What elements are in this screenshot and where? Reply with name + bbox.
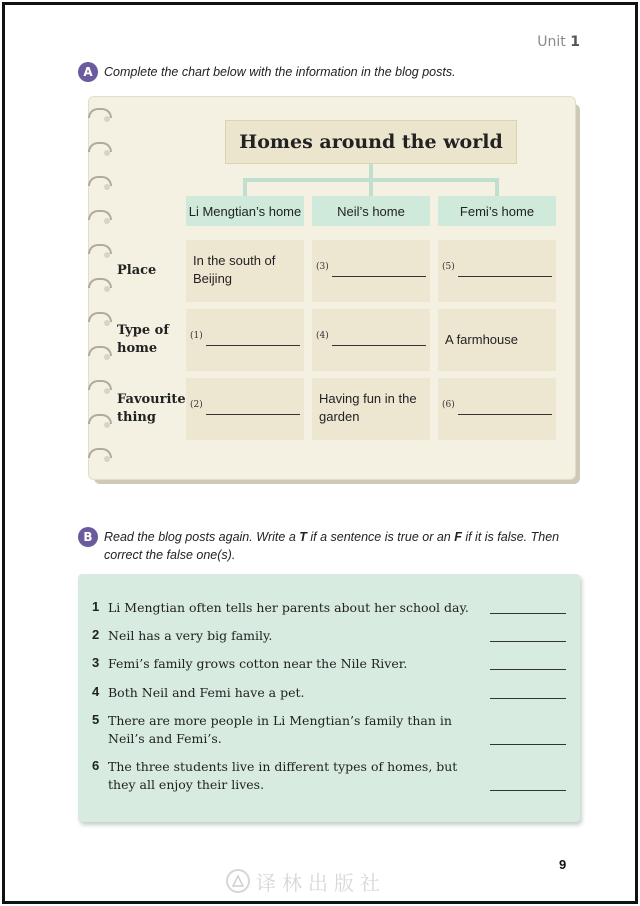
- connector-col-2: [369, 178, 373, 196]
- answer-line[interactable]: [490, 744, 566, 745]
- blank-number: (2): [190, 400, 203, 410]
- statement-text: There are more people in Li Mengtian’s family than in Neil’s and Femi’s.: [108, 713, 452, 746]
- row-label-type-of-home: Type of home: [117, 323, 169, 356]
- section-a-badge: A: [78, 62, 98, 82]
- instruction-part: Read the blog posts again. Write a: [104, 530, 300, 544]
- statement-number: 3: [92, 655, 100, 670]
- answer-line[interactable]: [490, 641, 566, 642]
- answer-line[interactable]: [490, 790, 566, 791]
- binding-hole: [104, 252, 110, 258]
- binding-hole: [104, 456, 110, 462]
- statement-number: 6: [92, 758, 100, 773]
- binding-hole: [104, 320, 110, 326]
- column-header-li-mengtian: Li Mengtian’s home: [186, 196, 304, 226]
- unit-number: 1: [570, 34, 580, 50]
- statement-number: 1: [92, 599, 100, 614]
- instruction-part: if it is false. Then correct the false one(s).: [104, 530, 560, 562]
- binding-hole: [104, 354, 110, 360]
- blank-number: (6): [442, 400, 455, 410]
- section-b-instruction: [104, 528, 574, 564]
- binding-hole: [104, 150, 110, 156]
- answer-line[interactable]: [490, 669, 566, 670]
- blank-number: (3): [316, 262, 329, 272]
- page-number: 9: [559, 857, 567, 872]
- unit-prefix: Unit: [537, 34, 566, 50]
- chart-title: Homes around the world: [225, 120, 517, 164]
- statement-text: The three students live in different types of homes, but they all enjoy their lives.: [108, 759, 458, 792]
- cell-text: Having fun in the garden: [319, 391, 417, 424]
- cell-type-neil[interactable]: [312, 309, 430, 371]
- connector-col-1: [243, 178, 247, 196]
- blank-number: (4): [316, 331, 329, 341]
- cell-favourite-neil: [312, 378, 430, 440]
- statement-text: Femi’s family grows cotton near the Nile River.: [108, 656, 408, 671]
- statement-text: Li Mengtian often tells her parents about her school day.: [108, 600, 469, 615]
- statement-text: Both Neil and Femi have a pet.: [108, 685, 305, 700]
- binding-hole: [104, 388, 110, 394]
- answer-line: [458, 414, 552, 415]
- binding-hole: [104, 422, 110, 428]
- cell-place-femi[interactable]: [438, 240, 556, 302]
- row-label-favourite-thing: Favourite thing: [117, 392, 186, 425]
- instruction-f: F: [454, 530, 462, 544]
- cell-text: In the south of Beijing: [193, 253, 276, 286]
- statement-number: 4: [92, 684, 100, 699]
- cell-place-neil[interactable]: [312, 240, 430, 302]
- answer-line[interactable]: [490, 613, 566, 614]
- section-b-badge: B: [78, 527, 98, 547]
- cell-text: A farmhouse: [445, 332, 518, 347]
- statement-number: 5: [92, 712, 100, 727]
- binding-hole: [104, 286, 110, 292]
- binding-hole: [104, 218, 110, 224]
- statement-text: Neil has a very big family.: [108, 628, 273, 643]
- binding-hole: [104, 184, 110, 190]
- cell-favourite-li-mengtian[interactable]: [186, 378, 304, 440]
- column-header-neil: Neil’s home: [312, 196, 430, 226]
- connector-col-3: [495, 178, 499, 196]
- unit-label: [537, 34, 580, 50]
- publisher-logo-icon: [226, 869, 250, 893]
- answer-line[interactable]: [490, 698, 566, 699]
- cell-favourite-femi[interactable]: [438, 378, 556, 440]
- cell-place-li-mengtian: [186, 240, 304, 302]
- column-header-femi: Femi’s home: [438, 196, 556, 226]
- answer-line: [332, 276, 426, 277]
- blank-number: (1): [190, 331, 203, 341]
- section-a-instruction: Complete the chart below with the information in the blog posts.: [104, 65, 456, 79]
- row-label-place: Place: [117, 263, 157, 278]
- blank-number: (5): [442, 262, 455, 272]
- publisher-emblem-icon: [231, 874, 245, 888]
- binding-hole: [104, 116, 110, 122]
- cell-type-li-mengtian[interactable]: [186, 309, 304, 371]
- instruction-part: if a sentence is true or an: [306, 530, 455, 544]
- answer-line: [206, 345, 300, 346]
- statement-number: 2: [92, 627, 100, 642]
- cell-type-femi: [438, 309, 556, 371]
- answer-line: [458, 276, 552, 277]
- instruction-t: T: [299, 530, 307, 544]
- publisher-name: 译林出版社: [256, 870, 386, 895]
- answer-line: [206, 414, 300, 415]
- publisher-watermark: [226, 866, 426, 896]
- answer-line: [332, 345, 426, 346]
